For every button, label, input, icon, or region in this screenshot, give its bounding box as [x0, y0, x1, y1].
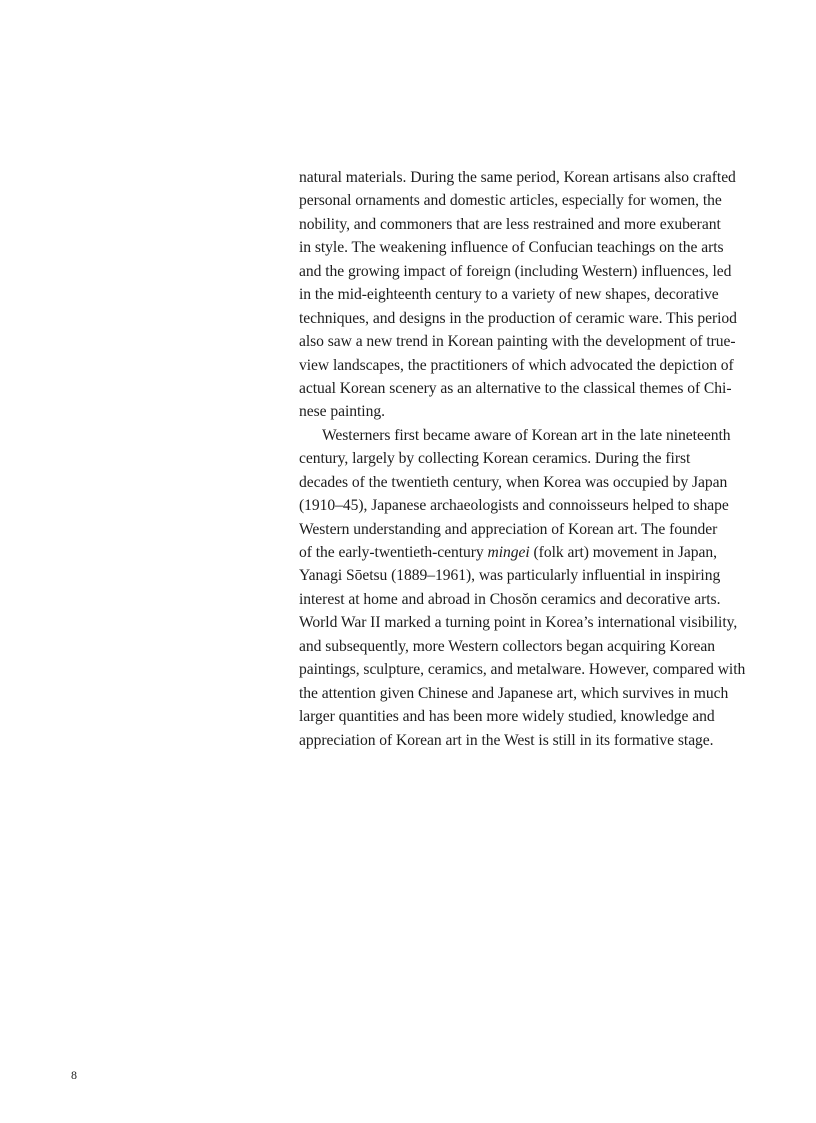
text-line: nese painting.: [299, 403, 385, 421]
page-number: 8: [71, 1068, 77, 1082]
text-line: World War II marked a turning point in Korea’s international visibility,: [299, 614, 738, 632]
text-line: Yanagi Sōetsu (1889–1961), was particularly influential in inspiring: [299, 567, 721, 585]
text-line: natural materials. During the same period, Korean artisans also crafted: [299, 169, 736, 186]
text-line: and the growing impact of foreign (including Western) influences, led: [299, 262, 732, 280]
text-line: interest at home and abroad in Chosŏn ceramics and decorative arts.: [299, 590, 721, 608]
text-line: Westerners first became aware of Korean art in the late nineteenth: [322, 426, 731, 444]
text-line: (1910–45), Japanese archaeologists and connoisseurs helped to shape: [299, 497, 729, 515]
text-line: the attention given Chinese and Japanese art, which survives in much: [299, 684, 729, 702]
italic-term: mingei: [487, 544, 530, 561]
paragraph-1: [299, 166, 741, 424]
text-line: paintings, sculpture, ceramics, and metalware. However, compared with: [299, 661, 746, 679]
text-line: also saw a new trend in Korean painting with the development of true-: [299, 333, 736, 351]
body-text: [299, 166, 746, 752]
text-line: in the mid-eighteenth century to a variety of new shapes, decorative: [299, 286, 719, 304]
text-run: of the early-twentieth-century: [299, 544, 488, 561]
text-line: personal ornaments and domestic articles, especially for women, the: [299, 192, 722, 210]
text-line: larger quantities and has been more widely studied, knowledge and: [299, 708, 715, 726]
text-line: Western understanding and appreciation of Korean art. The founder: [299, 520, 718, 538]
text-line: actual Korean scenery as an alternative to the classical themes of Chi-: [299, 379, 732, 397]
text-run: (folk art) movement in Japan,: [529, 544, 717, 561]
text-line: and subsequently, more Western collectors began acquiring Korean: [299, 637, 716, 655]
text-line: appreciation of Korean art in the West is still in its formative stage.: [299, 731, 714, 749]
text-line: nobility, and commoners that are less restrained and more exuberant: [299, 215, 721, 233]
text-line: in style. The weakening influence of Confucian teachings on the arts: [299, 239, 724, 257]
paragraph-2: [299, 424, 746, 752]
text-line: view landscapes, the practitioners of which advocated the depiction of: [299, 356, 734, 374]
text-line: decades of the twentieth century, when Korea was occupied by Japan: [299, 473, 728, 491]
text-line: techniques, and designs in the production of ceramic ware. This period: [299, 309, 737, 327]
text-line: century, largely by collecting Korean ceramics. During the first: [299, 450, 691, 468]
text-line: [299, 541, 741, 564]
